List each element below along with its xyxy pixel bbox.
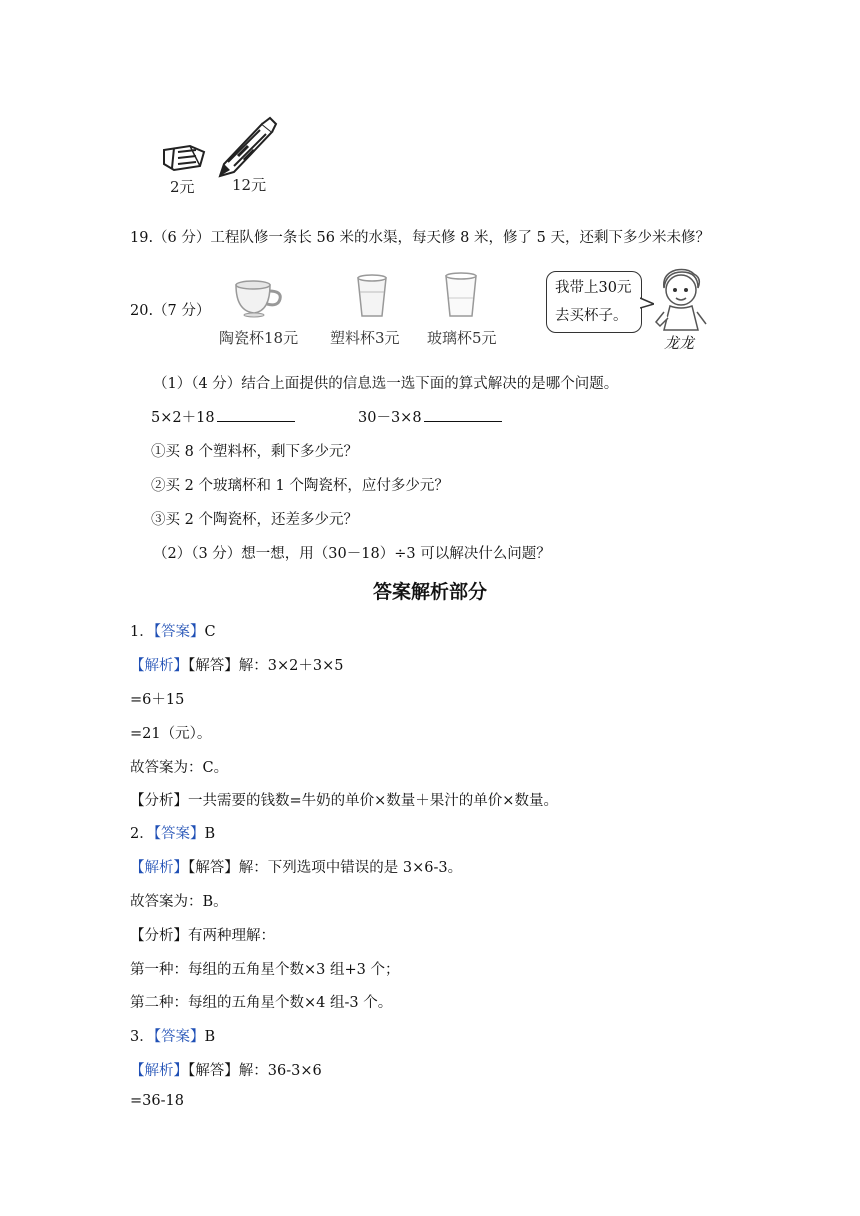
speech-line-1: 我带上30元 xyxy=(555,280,632,296)
answer-3-number: 3． xyxy=(130,1029,154,1045)
expression-1-blank[interactable] xyxy=(217,407,295,422)
answer-1-line-3: 故答案为：C。 xyxy=(130,760,229,776)
answer-2-solution xyxy=(130,856,462,877)
answer-1-solution xyxy=(130,654,343,675)
expression-1: 5×2＋18 xyxy=(151,410,215,426)
answer-2-value: B xyxy=(204,826,216,842)
ceramic-cup-label: 陶瓷杯18元 xyxy=(219,329,299,347)
plastic-cup-icon xyxy=(355,274,389,320)
eraser-price: 2元 xyxy=(170,178,195,196)
eraser-icon xyxy=(160,140,210,174)
answer-2-line-3: 第一种：每组的五角星个数×3 组+3 个； xyxy=(130,962,400,978)
answer-2-line-2: 【分析】有两种理解： xyxy=(130,928,275,944)
glass-cup-icon xyxy=(443,272,479,320)
answer-3-solution xyxy=(130,1059,322,1080)
character-name: 龙龙 xyxy=(664,334,695,352)
answer-2 xyxy=(130,822,215,843)
expression-2-row xyxy=(358,406,502,427)
answer-1-line-2: =21（元）。 xyxy=(130,726,212,742)
answer-tag: 【答案】 xyxy=(153,826,205,842)
expression-1-row xyxy=(151,406,295,427)
answer-tag: 【答案】 xyxy=(153,1029,205,1045)
answer-2-solution-text: 【解答】解：下列选项中错误的是 3×6-3。 xyxy=(188,860,463,876)
answer-1 xyxy=(130,620,216,641)
answer-tag: 【答案】 xyxy=(153,624,205,640)
analysis-tag: 【解析】 xyxy=(130,1063,188,1079)
boy-character-icon xyxy=(650,268,710,334)
question-20-header: 20.（7 分） xyxy=(130,303,211,319)
analysis-tag: 【解析】 xyxy=(130,860,188,876)
question-20-part-1: （1）（4 分）结合上面提供的信息选一选下面的算式解决的是哪个问题。 xyxy=(153,376,619,392)
answer-3-line-1: =36-18 xyxy=(130,1093,184,1109)
answer-2-line-1: 故答案为：B。 xyxy=(130,894,228,910)
pen-icon xyxy=(214,116,278,180)
question-19: 19.（6 分）工程队修一条长 56 米的水渠，每天修 8 米，修了 5 天，还剩下多少米未修？ xyxy=(130,230,710,246)
answer-1-analysis: 【分析】一共需要的钱数=牛奶的单价×数量＋果汁的单价×数量。 xyxy=(130,793,558,809)
expression-2: 30－3×8 xyxy=(358,410,422,426)
speech-bubble xyxy=(546,271,642,333)
answer-2-line-4: 第二种：每组的五角星个数×4 组-3 个。 xyxy=(130,995,393,1011)
ceramic-cup-icon xyxy=(232,279,286,319)
plastic-cup-label: 塑料杯3元 xyxy=(330,329,400,347)
option-1: ①买 8 个塑料杯，剩下多少元？ xyxy=(151,444,358,460)
answers-section-title: 答案解析部分 xyxy=(372,581,487,603)
answer-1-number: 1． xyxy=(130,624,154,640)
analysis-tag: 【解析】 xyxy=(130,658,188,674)
option-2: ②买 2 个玻璃杯和 1 个陶瓷杯，应付多少元？ xyxy=(151,478,449,494)
expression-2-blank[interactable] xyxy=(424,407,502,422)
answer-3-solution-text: 【解答】解：36-3×6 xyxy=(188,1063,322,1079)
answer-2-number: 2． xyxy=(130,826,154,842)
answer-3 xyxy=(130,1025,215,1046)
question-20-part-2: （2）（3 分）想一想，用（30－18）÷3 可以解决什么问题？ xyxy=(153,546,551,562)
answer-1-line-1: =6＋15 xyxy=(130,692,185,708)
answer-3-value: B xyxy=(204,1029,216,1045)
pen-price: 12元 xyxy=(232,176,267,194)
option-3: ③买 2 个陶瓷杯，还差多少元？ xyxy=(151,512,358,528)
glass-cup-label: 玻璃杯5元 xyxy=(427,329,497,347)
answer-1-solution-text: 【解答】解：3×2＋3×5 xyxy=(188,658,344,674)
answer-1-value: C xyxy=(204,624,216,640)
speech-line-2: 去买杯子。 xyxy=(555,308,628,324)
